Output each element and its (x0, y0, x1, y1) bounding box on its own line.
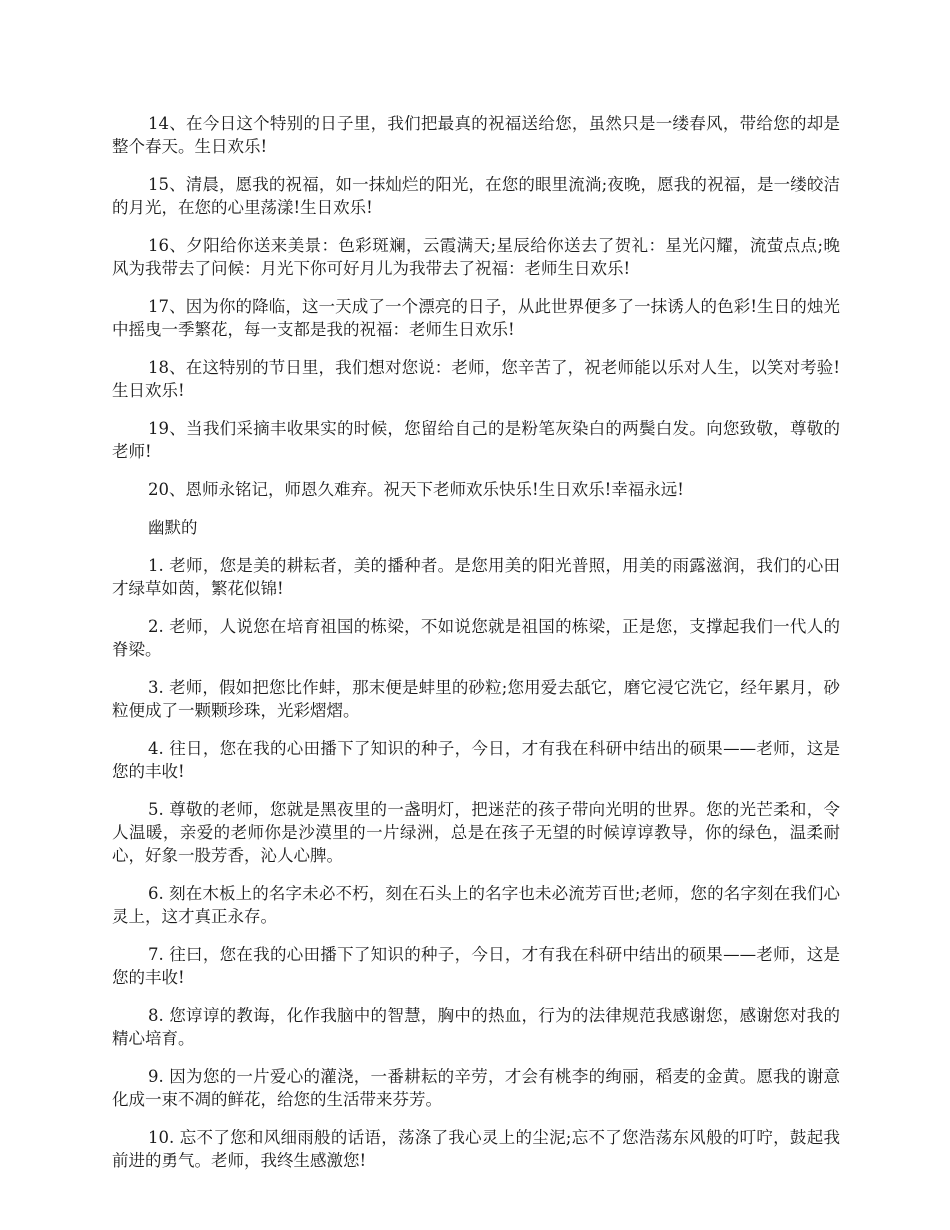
paragraph-17: 17、因为你的降临，这一天成了一个漂亮的日子，从此世界便多了一抹诱人的色彩!生日的烛光中摇曳一季繁花，每一支都是我的祝福：老师生日欢乐! (112, 297, 840, 339)
section-heading: 幽默的 (148, 518, 198, 537)
paragraph-15: 15、清晨，愿我的祝福，如一抹灿烂的阳光，在您的眼里流淌;夜晚，愿我的祝福，是一缕皎洁的月光，在您的心里荡漾!生日欢乐! (112, 175, 840, 217)
humor-paragraph-10: 10. 忘不了您和风细雨般的话语，荡涤了我心灵上的尘泥;忘不了您浩荡东风般的叮咛，鼓起我前进的勇气。老师，我终生感激您! (112, 1128, 840, 1170)
humor-paragraph-8: 8. 您谆谆的教诲，化作我脑中的智慧，胸中的热血，行为的法律规范我感谢您，感谢您对我的精心培育。 (112, 1006, 840, 1048)
paragraph-20: 20、恩师永铭记，师恩久难弃。祝天下老师欢乐快乐!生日欢乐!幸福永远! (148, 480, 684, 499)
humor-paragraph-7: 7. 往曰，您在我的心田播下了知识的种子，今日，才有我在科研中结出的硕果——老师，这是您的丰收! (112, 945, 840, 987)
humor-paragraph-2: 2. 老师，人说您在培育祖国的栋梁，不如说您就是祖国的栋梁，正是您，支撑起我们一代人的脊梁。 (112, 617, 840, 659)
paragraph-18: 18、在这特别的节日里，我们想对您说：老师，您辛苦了，祝老师能以乐对人生，以笑对考验!生日欢乐! (112, 358, 840, 400)
humor-paragraph-3: 3. 老师，假如把您比作蚌，那末便是蚌里的砂粒;您用爱去舐它，磨它浸它洗它，经年累月，砂粒便成了一颗颗珍珠，光彩熠熠。 (112, 678, 840, 720)
humor-paragraph-1: 1. 老师，您是美的耕耘者，美的播种者。是您用美的阳光普照，用美的雨露滋润，我们的心田才绿草如茵，繁花似锦! (112, 556, 840, 598)
paragraph-16: 16、夕阳给你送来美景：色彩斑斓，云霞满天;星辰给你送去了贺礼：星光闪耀，流萤点点;晚风为我带去了问候：月光下你可好月儿为我带去了祝福：老师生日欢乐! (112, 236, 840, 278)
paragraph-14: 14、在今日这个特别的日子里，我们把最真的祝福送给您，虽然只是一缕春风，带给您的却是整个春天。生日欢乐! (112, 114, 840, 156)
humor-paragraph-9: 9. 因为您的一片爱心的灌浇，一番耕耘的辛劳，才会有桃李的绚丽，稻麦的金黄。愿我的谢意化成一束不凋的鲜花，给您的生活带来芬芳。 (112, 1067, 840, 1109)
humor-paragraph-4: 4. 往日，您在我的心田播下了知识的种子，今日，才有我在科研中结出的硕果——老师，这是您的丰收! (112, 739, 840, 781)
humor-paragraph-6: 6. 刻在木板上的名字未必不朽，刻在石头上的名字也未必流芳百世;老师，您的名字刻在我们心灵上，这才真正永存。 (112, 884, 840, 926)
humor-paragraph-5: 5. 尊敬的老师，您就是黑夜里的一盏明灯，把迷茫的孩子带向光明的世界。您的光芒柔和，令人温暖，亲爱的老师你是沙漠里的一片绿洲，总是在孩子无望的时候谆谆教导，你的绿色，温柔耐心，好象一股芳香，沁人心脾。 (112, 800, 840, 865)
document-body (112, 112, 840, 1187)
paragraph-19: 19、当我们采摘丰收果实的时候，您留给自己的是粉笔灰染白的两鬓白发。向您致敬，尊敬的老师! (112, 419, 840, 461)
